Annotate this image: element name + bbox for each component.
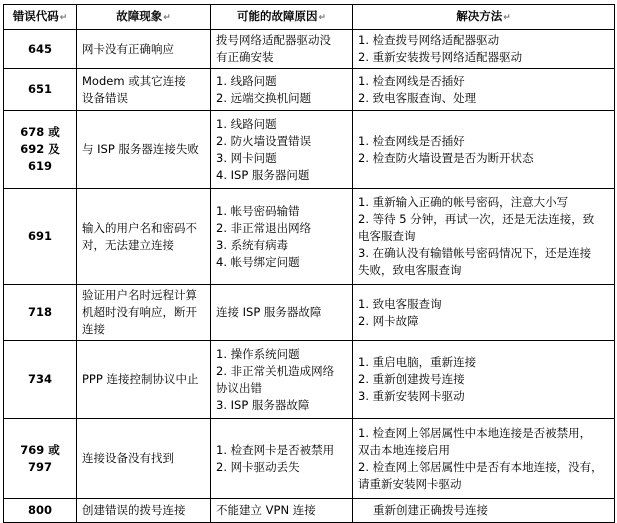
error-code: 619 — [27, 159, 52, 173]
symptom-text: 设备错误 — [82, 90, 128, 105]
table-row — [4, 341, 615, 419]
solution-cell — [353, 69, 615, 111]
cause-cell — [211, 285, 353, 341]
solution-text: 请重新安装网卡驱动 — [358, 476, 462, 491]
solution-cell — [353, 419, 615, 499]
solution-text: 1. 重启电脑，重新连接 — [358, 355, 477, 369]
solution-text: 1. 检查网上邻居属性中本地连接是否被禁用， — [358, 425, 592, 440]
solution-text: 1. 检查网线是否插好 — [358, 73, 465, 88]
cause-text: 1. 线路问题 — [216, 73, 277, 88]
cause-text: 连接 ISP 服务器故障 — [216, 305, 322, 319]
header-cause: 可能的故障原因↵ — [211, 5, 353, 30]
symptom-cell — [77, 419, 211, 499]
cause-text: 2. 非正常关机造成网络 — [216, 363, 335, 378]
symptom-cell — [77, 30, 211, 69]
table-row — [4, 69, 615, 111]
error-code-cell — [4, 30, 77, 69]
symptom-cell — [77, 499, 211, 523]
cause-cell — [211, 499, 353, 523]
cause-text: 1. 线路问题 — [216, 116, 277, 131]
symptom-cell — [77, 285, 211, 341]
solution-text: 3. 重新安装网卡驱动 — [358, 389, 465, 403]
error-code: 691 — [27, 229, 52, 243]
symptom-text: 连接设备没有找到 — [82, 451, 174, 465]
solution-text: 1. 致电客服查询 — [358, 296, 442, 311]
error-code: 692 及 — [20, 142, 60, 156]
cause-text: 2. 防火墙设置错误 — [216, 133, 312, 148]
solution-text: 1. 重新输入正确的帐号密码，注意大小写 — [358, 195, 569, 209]
header-code: 错误代码↵ — [4, 5, 77, 30]
cause-text: 1. 检查网卡是否被禁用 — [216, 442, 335, 457]
cause-cell — [211, 111, 353, 189]
symptom-cell — [77, 189, 211, 285]
symptom-cell — [77, 111, 211, 189]
error-code-cell — [4, 499, 77, 523]
cause-text: 4. 帐号绑定问题 — [216, 254, 300, 269]
header-row — [4, 5, 615, 30]
error-code: 718 — [27, 305, 52, 319]
solution-cell — [353, 30, 615, 69]
solution-text: 2. 检查防火墙设置是否为断开状态 — [358, 150, 534, 165]
cause-text: 2. 网卡驱动丢失 — [216, 459, 300, 474]
symptom-text: 验证用户名时远程计算 — [82, 288, 197, 302]
cause-text: 拨号网络适配器驱动没 — [216, 33, 331, 47]
cause-text: 2. 非正常退出网络 — [216, 220, 312, 235]
cause-text: 3. ISP 服务器故障 — [216, 397, 310, 412]
error-code-cell — [4, 341, 77, 419]
symptom-text: 连接 — [82, 322, 105, 336]
table-row — [4, 499, 615, 523]
solution-cell — [353, 341, 615, 419]
solution-text: 1. 检查网线是否插好 — [358, 133, 465, 148]
header-symptom: 故障现象↵ — [77, 5, 211, 30]
cause-cell — [211, 341, 353, 419]
table-row — [4, 285, 615, 341]
cause-text: 3. 系统有病毒 — [216, 237, 289, 252]
solution-text: 2. 网卡故障 — [358, 313, 419, 328]
symptom-cell — [77, 341, 211, 419]
symptom-text: 机超时没有响应，断开 — [82, 305, 197, 319]
solution-cell — [353, 499, 615, 523]
symptom-text: 输入的用户名和密码不 — [82, 220, 197, 235]
cause-text: 不能建立 VPN 连接 — [216, 503, 316, 517]
solution-text: 失败，致电客服查询 — [358, 263, 462, 277]
error-code-cell — [4, 285, 77, 341]
solution-text: 电客服查询 — [358, 229, 416, 243]
cause-cell — [211, 189, 353, 285]
cause-text: 1. 帐号密码输错 — [216, 203, 300, 218]
table-row — [4, 189, 615, 285]
solution-cell — [353, 285, 615, 341]
solution-text: 2. 检查网上邻居属性中是否有本地连接，没有， — [358, 459, 603, 474]
table-row — [4, 419, 615, 499]
cause-text: 协议出错 — [216, 380, 262, 395]
error-code-cell — [4, 189, 77, 285]
error-code: 678 或 — [20, 125, 60, 139]
solution-text: 1. 检查拨号网络适配器驱动 — [358, 33, 500, 47]
solution-text: 2. 重新安装拨号网络适配器驱动 — [358, 50, 523, 64]
symptom-text: 网卡没有正确响应 — [82, 41, 174, 56]
symptom-text: 创建错误的拨号连接 — [82, 503, 186, 517]
error-code: 734 — [27, 372, 52, 386]
error-code: 651 — [27, 82, 52, 96]
cause-text: 1. 操作系统问题 — [216, 346, 300, 361]
solution-text: 2. 等待 5 分钟，再试一次，还是无法连接，致 — [358, 212, 595, 226]
symptom-text: 与 ISP 服务器连接失败 — [82, 142, 199, 156]
symptom-cell — [77, 69, 211, 111]
cause-cell — [211, 419, 353, 499]
symptom-text: PPP 连接控制协议中止 — [82, 372, 199, 386]
error-code-table — [3, 4, 615, 523]
solution-cell — [353, 189, 615, 285]
solution-cell — [353, 111, 615, 189]
cause-text: 4. ISP 服务器问题 — [216, 167, 310, 182]
solution-text: 2. 致电客服查询、处理 — [358, 90, 477, 105]
solution-text: 重新创建正确拨号连接 — [373, 503, 488, 517]
cause-cell — [211, 69, 353, 111]
cause-text: 有正确安装 — [216, 50, 274, 64]
cause-text: 3. 网卡问题 — [216, 150, 277, 165]
cause-cell — [211, 30, 353, 69]
error-code: 797 — [27, 459, 52, 474]
table-row — [4, 111, 615, 189]
symptom-text: 对，无法建立连接 — [82, 237, 174, 252]
error-code: 769 或 — [20, 442, 60, 457]
error-code-cell — [4, 69, 77, 111]
solution-text: 3. 在确认没有输错帐号密码情况下，还是连接 — [358, 246, 592, 260]
error-code-cell — [4, 419, 77, 499]
table-row — [4, 30, 615, 69]
cause-text: 2. 远端交换机问题 — [216, 90, 312, 105]
document-page — [3, 4, 615, 523]
error-code: 800 — [27, 503, 52, 517]
error-code-cell — [4, 111, 77, 189]
solution-text: 双击本地连接启用 — [358, 442, 450, 457]
header-solution: 解决方法↵ — [353, 5, 615, 30]
symptom-text: Modem 或其它连接 — [82, 73, 186, 88]
solution-text: 2. 重新创建拨号连接 — [358, 372, 465, 386]
error-code: 645 — [27, 41, 52, 56]
